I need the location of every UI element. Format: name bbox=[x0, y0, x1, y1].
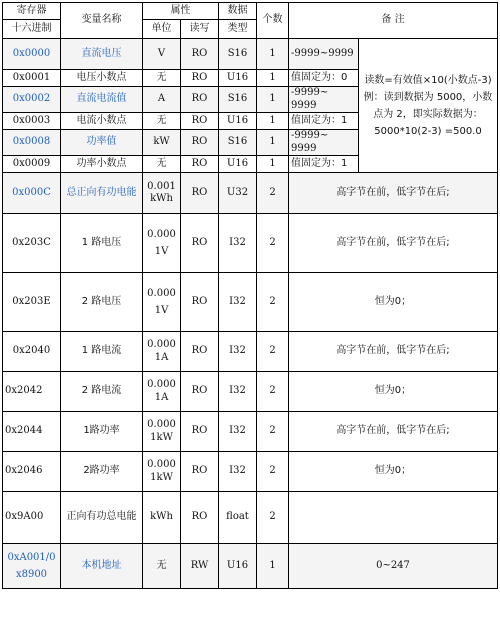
table-row bbox=[3, 214, 498, 273]
unit-cell: 0.0001kW bbox=[143, 412, 181, 452]
unit-cell: 无 bbox=[143, 70, 181, 87]
type-cell: I32 bbox=[219, 452, 257, 492]
count-cell: 2 bbox=[257, 273, 289, 332]
note-cell bbox=[289, 492, 498, 544]
table-row bbox=[3, 273, 498, 332]
count-cell: 1 bbox=[257, 70, 289, 87]
name-cell: 2路功率 bbox=[61, 452, 143, 492]
type-cell: U16 bbox=[219, 113, 257, 130]
unit-cell: 0.0001V bbox=[143, 273, 181, 332]
header-register: 寄存器 bbox=[3, 3, 61, 20]
note-cell: 恒为0； bbox=[289, 273, 498, 332]
rw-cell: RO bbox=[181, 70, 219, 87]
register-cell: 0x2046 bbox=[3, 452, 61, 492]
register-cell: 0x2044 bbox=[3, 412, 61, 452]
rw-cell: RO bbox=[181, 214, 219, 273]
note-cell: 高字节在前，低字节在后; bbox=[289, 412, 498, 452]
type-cell: I32 bbox=[219, 214, 257, 273]
register-cell: 0xA001/0x8900 bbox=[3, 544, 61, 589]
rw-cell: RW bbox=[181, 544, 219, 589]
rw-cell: RO bbox=[181, 273, 219, 332]
table-row bbox=[3, 173, 498, 214]
count-cell: 1 bbox=[257, 113, 289, 130]
unit-cell: V bbox=[143, 39, 181, 70]
unit-cell: 0.0001A bbox=[143, 372, 181, 412]
type-cell: I32 bbox=[219, 273, 257, 332]
table-row bbox=[3, 452, 498, 492]
rw-cell: RO bbox=[181, 412, 219, 452]
count-cell: 1 bbox=[257, 87, 289, 113]
type-cell: S16 bbox=[219, 87, 257, 113]
count-cell: 1 bbox=[257, 130, 289, 156]
table-row bbox=[3, 544, 498, 589]
rw-cell: RO bbox=[181, 492, 219, 544]
unit-cell: kW bbox=[143, 130, 181, 156]
register-cell: 0x0002 bbox=[3, 87, 61, 113]
note-cell: -9999~9999 bbox=[289, 39, 359, 70]
header-data-type: 数据 bbox=[219, 3, 257, 20]
name-cell: 总正向有功电能 bbox=[61, 173, 143, 214]
unit-cell: 无 bbox=[143, 156, 181, 173]
type-cell: U16 bbox=[219, 544, 257, 589]
name-cell: 功率小数点 bbox=[61, 156, 143, 173]
register-cell: 0x0000 bbox=[3, 39, 61, 70]
header-remark: 备 注 bbox=[289, 3, 498, 39]
register-cell: 0x203E bbox=[3, 273, 61, 332]
count-cell: 1 bbox=[257, 39, 289, 70]
rw-cell: RO bbox=[181, 130, 219, 156]
table-row bbox=[3, 39, 498, 70]
name-cell: 2 路电压 bbox=[61, 273, 143, 332]
note-cell: 恒为0； bbox=[289, 452, 498, 492]
note-cell: 高字节在前，低字节在后; bbox=[289, 214, 498, 273]
name-cell: 电流小数点 bbox=[61, 113, 143, 130]
unit-cell: 无 bbox=[143, 113, 181, 130]
type-cell: U32 bbox=[219, 173, 257, 214]
name-cell: 电压小数点 bbox=[61, 70, 143, 87]
note-cell: 值固定为：1 bbox=[289, 113, 359, 130]
rw-cell: RO bbox=[181, 332, 219, 372]
name-cell: 2 路电流 bbox=[61, 372, 143, 412]
table-row bbox=[3, 372, 498, 412]
register-cell: 0x0009 bbox=[3, 156, 61, 173]
type-cell: S16 bbox=[219, 130, 257, 156]
rw-cell: RO bbox=[181, 156, 219, 173]
rw-cell: RO bbox=[181, 39, 219, 70]
note-cell: 高字节在前，低字节在后; bbox=[289, 173, 498, 214]
count-cell: 1 bbox=[257, 544, 289, 589]
note-cell: -9999~ 9999 bbox=[289, 87, 359, 113]
unit-cell: 0.0001A bbox=[143, 332, 181, 372]
unit-cell: 0.0001V bbox=[143, 214, 181, 273]
count-cell: 2 bbox=[257, 452, 289, 492]
type-cell: S16 bbox=[219, 39, 257, 70]
header-rw: 读写 bbox=[181, 20, 219, 39]
unit-cell: 0.001kWh bbox=[143, 173, 181, 214]
type-cell: U16 bbox=[219, 70, 257, 87]
table-row bbox=[3, 332, 498, 372]
unit-cell: A bbox=[143, 87, 181, 113]
name-cell: 1 路电流 bbox=[61, 332, 143, 372]
type-cell: I32 bbox=[219, 372, 257, 412]
register-cell: 0x9A00 bbox=[3, 492, 61, 544]
note-cell: 高字节在前，低字节在后; bbox=[289, 332, 498, 372]
type-cell: float bbox=[219, 492, 257, 544]
header-count: 个数 bbox=[257, 3, 289, 39]
name-cell: 直流电压 bbox=[61, 39, 143, 70]
side-note: 读数=有效值×10(小数点-3)例：读到数据为 5000，小数点为 2，即实际数据为：5000*10(2-3) =500.0 bbox=[359, 39, 498, 173]
name-cell: 1路功率 bbox=[61, 412, 143, 452]
count-cell: 1 bbox=[257, 156, 289, 173]
count-cell: 2 bbox=[257, 332, 289, 372]
register-cell: 0x2040 bbox=[3, 332, 61, 372]
rw-cell: RO bbox=[181, 87, 219, 113]
register-cell: 0x0001 bbox=[3, 70, 61, 87]
register-cell: 0x0003 bbox=[3, 113, 61, 130]
header-attribute: 属性 bbox=[143, 3, 219, 20]
type-cell: I32 bbox=[219, 332, 257, 372]
count-cell: 2 bbox=[257, 372, 289, 412]
rw-cell: RO bbox=[181, 173, 219, 214]
count-cell: 2 bbox=[257, 412, 289, 452]
register-cell: 0x000C bbox=[3, 173, 61, 214]
count-cell: 2 bbox=[257, 214, 289, 273]
rw-cell: RO bbox=[181, 452, 219, 492]
table-row bbox=[3, 492, 498, 544]
register-cell: 0x0008 bbox=[3, 130, 61, 156]
header-variable-name: 变量名称 bbox=[61, 3, 143, 39]
header-hex: 十六进制 bbox=[3, 20, 61, 39]
note-cell: 值固定为：1 bbox=[289, 156, 359, 173]
name-cell: 正向有功总电能 bbox=[61, 492, 143, 544]
register-cell: 0x203C bbox=[3, 214, 61, 273]
register-table bbox=[2, 2, 498, 589]
unit-cell: 0.0001kW bbox=[143, 452, 181, 492]
count-cell: 2 bbox=[257, 492, 289, 544]
name-cell: 本机地址 bbox=[61, 544, 143, 589]
header-type: 类型 bbox=[219, 20, 257, 39]
rw-cell: RO bbox=[181, 113, 219, 130]
type-cell: U16 bbox=[219, 156, 257, 173]
rw-cell: RO bbox=[181, 372, 219, 412]
unit-cell: kWh bbox=[143, 492, 181, 544]
count-cell: 2 bbox=[257, 173, 289, 214]
note-cell: 值固定为：0 bbox=[289, 70, 359, 87]
type-cell: I32 bbox=[219, 412, 257, 452]
unit-cell: 无 bbox=[143, 544, 181, 589]
name-cell: 功率值 bbox=[61, 130, 143, 156]
table-row bbox=[3, 412, 498, 452]
note-cell: 恒为0； bbox=[289, 372, 498, 412]
header-unit: 单位 bbox=[143, 20, 181, 39]
name-cell: 直流电流值 bbox=[61, 87, 143, 113]
register-cell: 0x2042 bbox=[3, 372, 61, 412]
note-cell: 0~247 bbox=[289, 544, 498, 589]
name-cell: 1 路电压 bbox=[61, 214, 143, 273]
note-cell: -9999~ 9999 bbox=[289, 130, 359, 156]
